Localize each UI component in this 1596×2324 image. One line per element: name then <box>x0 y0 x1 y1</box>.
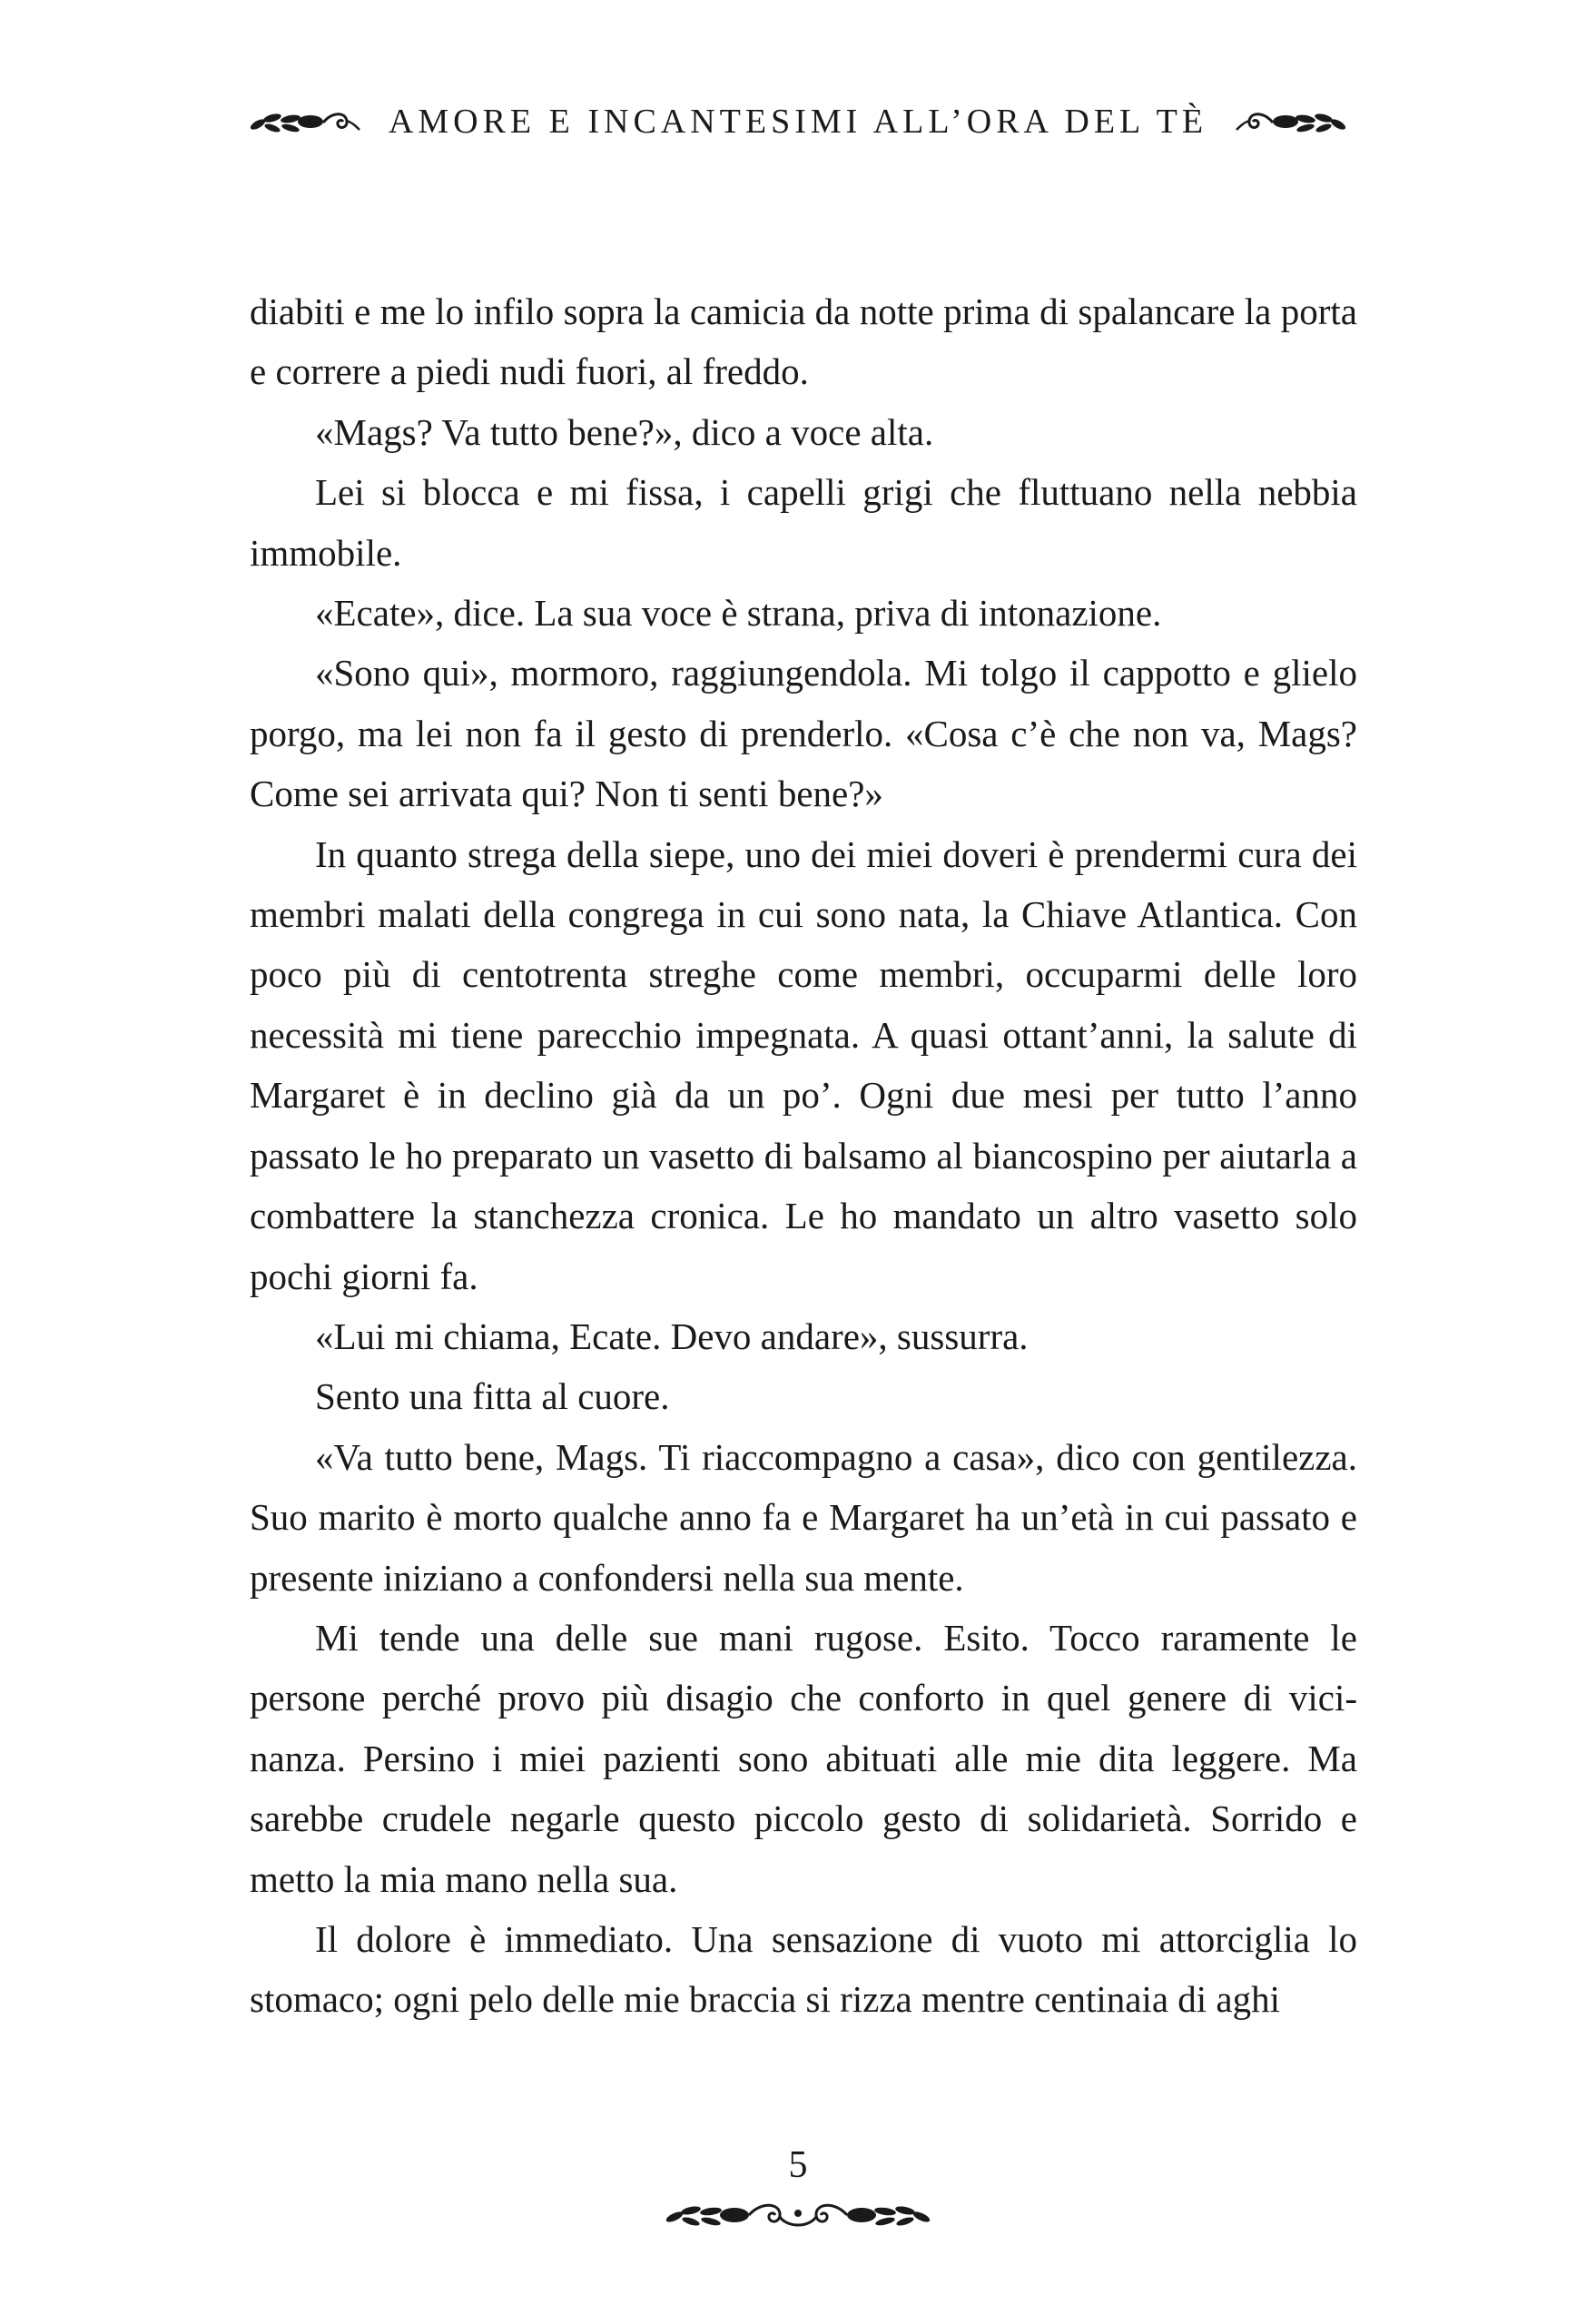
paragraph: «Ecate», dice. La sua voce è strana, priva di intonazione. <box>315 592 1162 635</box>
leaf-scroll-ornament-icon <box>662 2197 934 2233</box>
leaf-scroll-ornament-icon <box>1233 106 1351 137</box>
paragraph: In quanto strega della siepe, uno dei miei doveri è prendermi cura dei membri malati della congrega in cui sono nata, la Chiave Atlantica. Con poco più di centotrenta streghe come membri, occuparmi delle loro necessità mi tiene parecchio impegnata. A quasi ottant’anni, la salute di Margaret è in declino già da un po’. Ogni due mesi per tutto l’anno passato le ho preparato un vasetto di balsamo al biancospino per aiutarla a combattere la stanchezza cronica. Le ho mandato un altro vasetto solo pochi giorni fa. <box>250 832 1357 1297</box>
paragraph: «Mags? Va tutto bene?», dico a voce alta. <box>315 410 934 453</box>
page-number: 5 <box>788 2144 808 2186</box>
body-text <box>250 281 1357 2030</box>
paragraph: «Lui mi chiama, Ecate. Devo andare», sussurra. <box>315 1315 1029 1357</box>
leaf-scroll-ornament-icon <box>245 106 363 137</box>
paragraph: Lei si blocca e mi fissa, i capelli grigi che fluttuano nella nebbia immobile. <box>250 471 1357 574</box>
page-footer <box>0 2142 1596 2233</box>
paragraph: Mi tende una delle sue mani rugose. Esito. Tocco raramente le persone perché provo più disagio che conforto in quel genere di vicinanza. Persino i miei pazienti sono abituati alle mie dita leggere. Ma sarebbe crudele negarle questo piccolo gesto di solidarietà. Sorrido e metto la mia mano nella sua. <box>250 1616 1357 1900</box>
running-header <box>0 102 1596 142</box>
paragraph: diabiti e me lo infilo sopra la camicia da notte prima di spalancare la porta e correre a piedi nudi fuori, al freddo. <box>250 290 1357 393</box>
running-title: AMORE E INCANTESIMI ALL’ORA DEL TÈ <box>388 103 1208 141</box>
paragraph: «Va tutto bene, Mags. Ti riaccompagno a casa», dico con gentilezza. Suo marito è morto qualche anno fa e Margaret ha un’età in cui passato e presente iniziano a confondersi nella sua mente. <box>250 1435 1357 1599</box>
paragraph: Il dolore è immediato. Una sensazione di vuoto mi attorciglia lo stomaco; ogni pelo delle mie braccia si rizza mentre centinaia di aghi <box>250 1917 1357 2021</box>
paragraph: Sento una fitta al cuore. <box>315 1375 670 1418</box>
paragraph: «Sono qui», mormoro, raggiungendola. Mi tolgo il cappotto e glielo porgo, ma lei non fa il gesto di prenderlo. «Cosa c’è che non va, Mags? Come sei arrivata qui? Non ti senti bene?» <box>250 652 1357 815</box>
